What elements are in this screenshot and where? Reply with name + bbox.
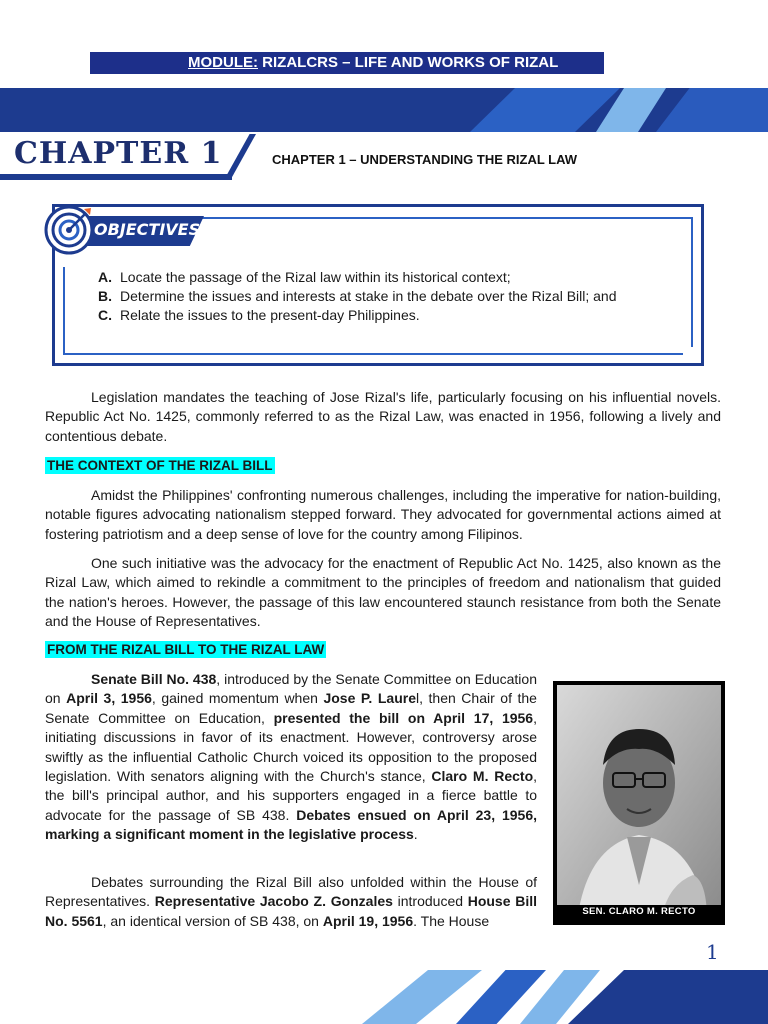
bold-text: April 3, 1956 [66, 690, 152, 707]
module-banner [90, 52, 604, 74]
recto-photo [553, 681, 725, 925]
objectives-list [98, 268, 617, 325]
bold-text: April 19, 1956 [322, 912, 414, 929]
context-paragraph-2: One such initiative was the advocacy for the enactment of Republic Act No. 1425, also known as the Rizal Law, which aimed to rekindle a commitment to the principles of freedom and nationalism that guided the nation's heroes. However, the passage of this law encountered staunch resistance from both the Senate and the House of Representatives. [45, 555, 721, 630]
context-paragraph-1: Amidst the Philippines' confronting numerous challenges, including the imperative for nation-building, notable figures advocating nationalism stepped forward. They advocated for governmental actions aimed at fostering patriotism and a deep sense of love for the country among Filipinos. [45, 487, 721, 542]
objectives-title: OBJECTIVES [94, 220, 201, 239]
text: , an identical version of SB 438, on [102, 912, 323, 929]
bold-text: Senate Bill No. 438 [91, 671, 217, 687]
text: . [413, 826, 418, 843]
chapter-label: CHAPTER 1 [14, 136, 223, 171]
page-number: 1 [706, 940, 719, 964]
text: . The House [413, 912, 490, 929]
list-item [98, 268, 617, 287]
footer-stripe [568, 970, 768, 1024]
bold-text: presented the bill on April 17, 1956 [273, 709, 534, 726]
module-title [188, 54, 558, 71]
section-heading-context: THE CONTEXT OF THE RIZAL BILL [47, 458, 273, 473]
text: , gained momentum when [151, 690, 324, 707]
text: l, then Chair of the Senate Committee on Education, [45, 690, 537, 726]
item-letter: A. [98, 269, 112, 285]
bold-text: Debates ensued on April 23, 1956, marking a significant moment in the legislative process [45, 806, 537, 843]
bold-text: Representative Jacobo Z. Gonzales [154, 893, 393, 910]
chapter-subtitle: CHAPTER 1 – UNDERSTANDING THE RIZAL LAW [272, 152, 578, 167]
bold-text: House Bill No. 5561 [45, 893, 537, 929]
portrait-image [557, 685, 721, 921]
module-label: MODULE: [188, 54, 258, 71]
text: Debates surrounding the Rizal Bill also unfolded within the House of Representatives. [45, 874, 537, 910]
list-item [98, 306, 617, 325]
frame-accent [687, 217, 693, 347]
house-bill-paragraph [45, 873, 537, 931]
photo-caption: SEN. CLARO M. RECTO [582, 906, 696, 917]
target-icon [44, 205, 94, 255]
item-text: Determine the issues and interests at stake in the debate over the Rizal Bill; and [120, 288, 617, 304]
item-text: Locate the passage of the Rizal law within its historical context; [120, 269, 511, 285]
frame-accent [63, 349, 683, 355]
bold-text: Claro M. Recto [431, 768, 534, 785]
text: , the bill's principal author, and his supporters engaged in a fierce battle to advocate for the passage of SB 438. [45, 768, 538, 823]
section-heading-bill-to-law: FROM THE RIZAL BILL TO THE RIZAL LAW [47, 642, 325, 657]
item-text: Relate the issues to the present-day Philippines. [120, 307, 420, 323]
text: , introduced by the Senate Committee on Education on [45, 671, 537, 707]
module-name: RIZALCRS – LIFE AND WORKS OF RIZAL [258, 54, 559, 71]
list-item [98, 287, 617, 306]
bold-text: Jose P. Laure [323, 690, 416, 707]
chapter-underline [0, 174, 232, 180]
senate-bill-paragraph [45, 670, 537, 845]
text: , initiating discussions in favor of its enactment. However, controversy arose swiftly as the influential Catholic Church voiced its opposition to the proposed legislation. With senators aligning with the Church's stance, [45, 709, 537, 785]
item-letter: C. [98, 307, 112, 323]
item-letter: B. [98, 288, 112, 304]
text: introduced [392, 893, 468, 910]
frame-accent [63, 267, 69, 353]
intro-paragraph: Legislation mandates the teaching of Jose Rizal's life, particularly focusing on his influential novels. Republic Act No. 1425, commonly referred to as the Rizal Law, was enacted in 1956, following a lively and contentious debate. [45, 389, 721, 444]
